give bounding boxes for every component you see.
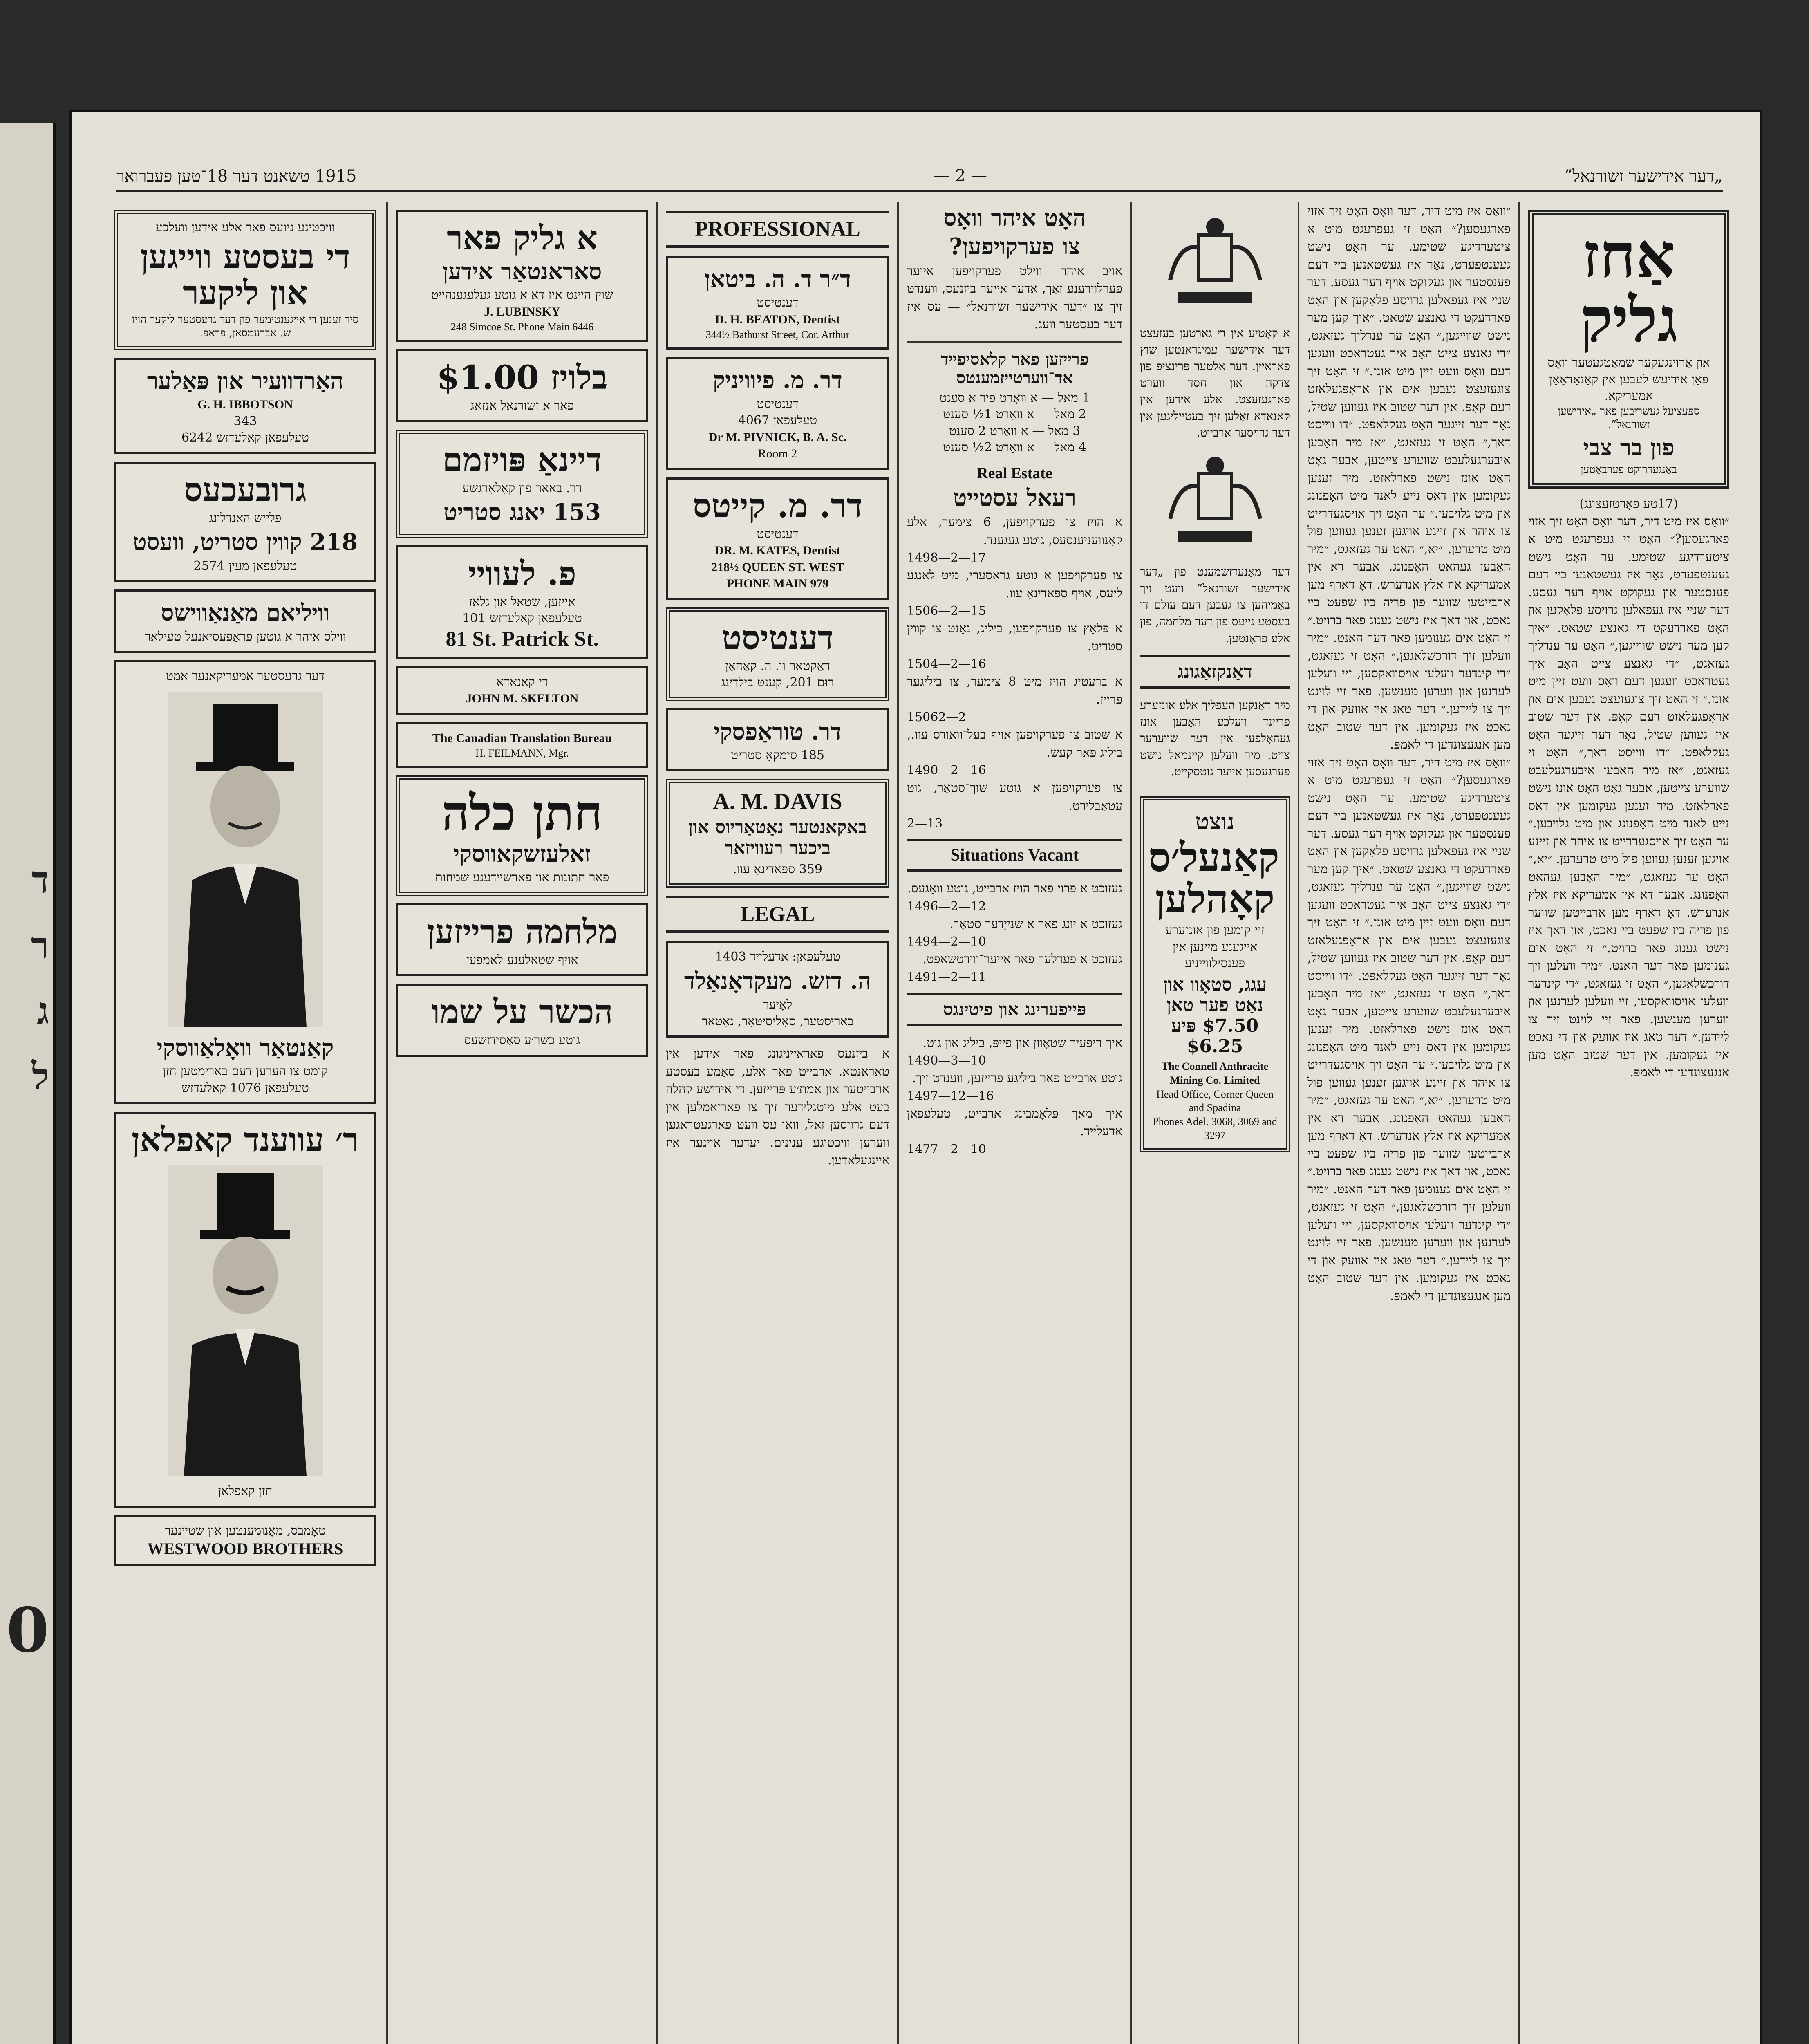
- ad-caption: חזן קאפלאן: [218, 1484, 273, 1499]
- classified-ad-ref: 15062—2: [907, 710, 966, 725]
- announcement-text: א קאָטיע אין די גארטען בעזעצט דער אידישער עמיגראנטען שוץ פאראיין. דער אלטער פּרינציפּ פון צדקה און חסד ווערט פארגעזעצט. אלע אידען אין קאנאדא זאָלען זיך בעטייליגען אין דער גרויסער ארבייט.: [1140, 326, 1290, 439]
- classified-ad-ref: 1496—2—12: [907, 899, 986, 914]
- column-story-continued: [1302, 202, 1516, 2044]
- ad-title: WESTWOOD BROTHERS: [147, 1540, 343, 1558]
- classified-ad-text: א הויז צו פערקויפען, 6 צימער, אלע קאָנוועניענסעס, גוטע געגענד.: [907, 515, 1123, 547]
- classified-ad-text: צו פערקויפען א גוטע שוך־סטאָר, גוט עטאַבלירט.: [907, 781, 1122, 813]
- story-copyright: באַנגעדרוקט פערבאָטען: [1581, 464, 1677, 476]
- story-title: אַחז גליק: [1580, 220, 1678, 356]
- westwood-ad: [114, 1515, 376, 1567]
- rate-line: 3 מאל — א וואָרט 2 סענט: [949, 424, 1081, 438]
- rate-line: 2 מאל — א וואָרט 1½ סענט: [943, 407, 1086, 422]
- masthead-page-number: — 2 —: [934, 166, 987, 185]
- classified-ad-text: א ברעטיג הויז מיט 8 צימער, צו ביליגער פרייז.: [907, 675, 1122, 707]
- column-story: [1522, 202, 1735, 2044]
- ad-body: טאָמבס, מאָנומענטען און שטיינער: [165, 1523, 326, 1538]
- classified-ad-text: געזוכט א פרוי פאר הויז ארבייט, גוטע וואַגעס.: [907, 881, 1122, 896]
- ad-title: דר. טוראַפסקי: [714, 718, 842, 745]
- classified-ad-text: א פּלאַץ צו פערקויפען, ביליג, נאָנט צו קווין סטריט.: [907, 621, 1122, 654]
- ad-name: Dr M. PIVNICK, B. A. Sc.: [708, 430, 847, 444]
- butcher-ad: [114, 462, 376, 582]
- column-rule: [897, 202, 899, 2044]
- ad-title: ר׳ עווענד קאפלאן: [131, 1121, 359, 1159]
- ad-name: J. LUBINSKY: [484, 305, 560, 318]
- ad-subtitle: די קאנאדא: [496, 675, 548, 689]
- war-prices-ad: [396, 903, 648, 977]
- ad-address: רוּם 201, קענט בילדינג: [721, 675, 834, 690]
- ad-body: שוין היינט איז דא א גוטע געלעגענהייט: [431, 288, 613, 303]
- ad-phone: טעלעפאן קאלעדזש 101: [462, 611, 582, 626]
- rate-line: 1 מאל — א וואָרט פיר אַ סענט: [939, 390, 1090, 405]
- ad-body: באַריסטער, סאָליסיטאָר, נאָטאַר: [701, 1014, 854, 1029]
- legal-heading: LEGAL: [666, 896, 889, 933]
- ad-title: וויליאם מאַנאַווישס: [161, 599, 330, 627]
- situations-heading: Situations Vacant: [907, 839, 1122, 872]
- column-professional: [660, 202, 895, 2044]
- ad-title: הכשר על שמו: [431, 993, 613, 1031]
- ad-subtitle: לאָיער: [763, 997, 793, 1012]
- bakery-ad: [396, 430, 648, 538]
- beaton-ad: [666, 256, 889, 350]
- masthead-line: [116, 161, 1723, 192]
- column-rule: [1130, 202, 1132, 2044]
- story-author-line: ספּעציעל געשריבען פאר „אידישען זשורנאל”.: [1558, 405, 1700, 431]
- edge-fragment: ד: [31, 858, 49, 902]
- ad-phone: Phones Adel. 3068, 3069 and 3297: [1153, 1116, 1277, 1141]
- davis-ad: [666, 779, 889, 888]
- ad-title: קאַנטאַר וואָלאַווסקי: [157, 1034, 334, 1061]
- ad-address: 218½ QUEEN ST. WEST: [711, 560, 844, 574]
- ad-address: 344½ Bathurst Street, Cor. Arthur: [705, 329, 850, 341]
- classified-subheading: צו פערקויפען?: [949, 233, 1081, 260]
- levi-ad: [396, 545, 648, 659]
- kahan-dentist-ad: [666, 607, 889, 701]
- ad-body: פאר חתונות און פארשיידענע שמחות: [435, 870, 609, 885]
- thanks-text: מיר דאַנקען העפליך אלע אונזערע פריינד וועלכע האָבען אונז געהאָלפען אין דער שווערער צייט. מיר וועלען קיינמאל נישט פערגעסען אייער גוטסקייט.: [1140, 698, 1290, 778]
- ad-body: באקאנטער נאָטאַריוס און ביכער רעוויזאר: [688, 817, 867, 859]
- story-chapter: (17טע פאָרטזעצונג): [1579, 497, 1678, 511]
- ad-title: JOHN M. SKELTON: [466, 692, 579, 706]
- masthead-right: „דער אידישער זשורנאל”: [1564, 166, 1723, 186]
- edge-fragment: ר: [31, 924, 49, 967]
- ad-subtitle: דענטיסט: [757, 397, 799, 411]
- liquor-ad: [114, 210, 376, 350]
- ad-body: גוטע כשר׳ע סאַסידזשעס: [464, 1033, 580, 1048]
- ad-address: 81 St. Patrick St.: [446, 627, 599, 651]
- skelton-ad: [396, 666, 648, 715]
- ad-body: סיר זענען די אייגענטימער פון דער גרעסטער ליקער הויז: [132, 313, 359, 326]
- rate-line: 4 מאל — א וואָרט 2½ סענט: [943, 440, 1086, 455]
- story-body: ״וואָס איז מיט דיר, דער וואָס האָט זיך אזוי פארגעסען?״ האָט זי געפרעגט מיט א ציטערדיגע שטימע. ער האָט נישט געענטפערט, נאָר איז געשטאנען ביי דעם פענסטער און געקוקט אויף דער געסע. דער שניי איז געפאלען גרויסע פלאָקען און האָט פארדעקט די גאנצע שטאט. ״איך קען מער נישט שווייגען,״ האָט ער ענדליך געזאגט, ״די גאנצע צייט האָב איך געטראכט וועגען דעם וואָס וועט זיין מיט אונז.״ זי האָט זיך צוגעזעצט נעבען אים און אראָפּגעלאזט דעם קאָפּ. אין דער שטוב איז געווען שטיל, נאָר דער זייגער האָט געקלאפּט. ״דו ווייסט דאך,״ האָט זי געזאגט, ״אז מיר האָבען איבערגעלעבט שווערע צייטען, אבער גאָט האָט אונז נישט פארלאזט. מיר זענען געקומען אין דאס נייע לאנד מיט האָפנונג און מיט גלויבען.״ ער האָט זיך אויסגעדרייט צו איהר און זיינע אויגען זענען געווען פול מיט טרערען. ״יא,״ האָט ער געזאגט, ״מיר האָבען געהאט האָפנונג. אבער דא אין אמעריקא איז אלץ אנדערש. דאָ דארף מען ארבייטען שווער פון פריה ביז שפעט ביי נאכט, און דאך איז נישט גענוג פאר ברויט.״ זי האָט אים גענומען פאר דער האנט. ״מיר וועלען זיך דורכשלאגען,״ האָט זי געזאגט, ״די קינדער וועלען אויסוואקסען, זיי וועלען לערנען און ווערען מענשען. פאר זיי לוינט זיך צו ליידען.״ דער טאג איז אוועק און די נאכט איז געקומען. אין דער שטוב האָט מען אנגעצונדען די לאמפּ.: [1528, 514, 1729, 1080]
- royal-coat-of-arms-icon: [1154, 211, 1276, 317]
- ad-title: קאַנעל׳ס קאָהלען: [1148, 834, 1279, 922]
- ad-title: The Canadian Translation Bureau: [432, 731, 612, 745]
- classified-ad-ref: 1494—2—10: [907, 935, 986, 949]
- pivnick-ad: [666, 357, 889, 470]
- column-rule: [386, 202, 388, 2044]
- rates-heading: פרייזען פאר קלאסיפייד אד־ווערטייזמענטס: [940, 349, 1089, 388]
- ad-phone: טעלעפאן מעין 2574: [193, 558, 297, 573]
- ad-kicker: דער גרעסטער אמעריקאנער אמט: [166, 669, 325, 684]
- classified-ad-ref: 1498—2—17: [907, 551, 986, 565]
- ad-title: A. M. DAVIS: [713, 789, 842, 815]
- classified-ad-text: געזוכט א יונג פאר א שנייַדער סטאָר.: [949, 917, 1122, 931]
- cantor2-portrait: [168, 1165, 323, 1476]
- ad-subtitle: דר. באַאר פון קאָלאָרגשע: [462, 481, 582, 495]
- ad-body: קומט צו הערען דעם באַרימטען חזן: [163, 1064, 328, 1079]
- classified-ad-ref: 1497—12—16: [907, 1089, 994, 1103]
- ad-address: 218 קווין סטריט, וועסט: [132, 529, 358, 556]
- ad-title: חתן כלה: [441, 784, 603, 841]
- ad-name: DR. M. KATES, Dentist: [714, 544, 841, 558]
- ad-address: 185 סימקאָ סטריט: [730, 748, 825, 762]
- edge-fragment: ל: [31, 1055, 49, 1098]
- ad-body: ווילס איהר א גוטען פראַפעסיאנעל טעילאר: [144, 629, 346, 644]
- cantor2-ad: [114, 1112, 376, 1508]
- ad-title: בלויז $1.00: [437, 358, 608, 397]
- translation-ad: [396, 722, 648, 768]
- real-estate-heading-en: Real Estate: [977, 464, 1052, 482]
- ad-phone: טעלעפאן קאלעדזש 6242: [181, 430, 309, 445]
- column-rule: [656, 202, 658, 2044]
- classified-ad-text: געזוכט א פעדלער פאר אייער־ווירטשאַפט.: [922, 952, 1122, 967]
- ad-name: G. H. IBBOTSON: [197, 398, 293, 412]
- ad-title: ה. דזש. מעקדאָנאַלד: [684, 967, 871, 995]
- macdonald-ad: [666, 941, 889, 1038]
- ad-body: זיי קומען פון אונזערע אייגענע מיינען אין פּענסילווייניע: [1165, 923, 1265, 971]
- ad-title: דר. מ. קייטס: [692, 486, 863, 525]
- classified-heading: האָט איהר וואָס: [943, 204, 1086, 231]
- classified-ad-text: איך מאך פּלאָמבינג ארבייט, טעלעפאן אדעלייד.: [907, 1106, 1122, 1139]
- column-announcements: [1134, 202, 1296, 2044]
- story-author: פון בר צבי: [1583, 434, 1675, 462]
- ad-subtitle: דענטיסט: [757, 527, 799, 541]
- column-ads-left: [108, 202, 382, 2044]
- price-ad: [396, 349, 648, 422]
- story-body-continued: ״וואָס איז מיט דיר, דער וואָס האָט זיך אזוי פארגעסען?״ האָט זי געפרעגט מיט א ציטערדיגע שטימע. ער האָט נישט געענטפערט, נאָר איז געשטאנען ביי דעם פענסטער און געקוקט אויף דער געסע. דער שניי איז געפאלען גרויסע פלאָקען און האָט פארדעקט די גאנצע שטאט. ״איך קען מער נישט שווייגען,״ האָט ער ענדליך געזאגט, ״די גאנצע צייט האָב איך געטראכט וועגען דעם וואָס וועט זיין מיט אונז.״ זי האָט זיך צוגעזעצט נעבען אים און אראָפּגעלאזט דעם קאָפּ. אין דער שטוב איז געווען שטיל, נאָר דער זייגער האָט געקלאפּט. ״דו ווייסט דאך,״ האָט זי געזאגט, ״אז מיר האָבען איבערגעלעבט שווערע צייטען, אבער גאָט האָט אונז נישט פארלאזט. מיר זענען געקומען אין דאס נייע לאנד מיט האָפנונג און מיט גלויבען.״ ער האָט זיך אויסגעדרייט צו איהר און זיינע אויגען זענען געווען פול מיט טרערען. ״יא,״ האָט ער געזאגט, ״מיר האָבען געהאט האָפנונג. אבער דא אין אמעריקא איז אלץ אנדערש. דאָ דארף מען ארבייטען שווער פון פריה ביז שפעט ביי נאכט, און דאך איז נישט גענוג פאר ברויט.״ זי האָט אים גענומען פאר דער האנט. ״מיר וועלען זיך דורכשלאגען,״ האָט זי געזאגט, ״די קינדער וועלען אויסוואקסען, זיי וועלען לערנען און ווערען מענשען. פאר זיי לוינט זיך צו ליידען.״ דער טאג איז אוועק און די נאכט איז געקומען. אין דער שטוב האָט מען אנגעצונדען די לאמפּ.: [1307, 755, 1511, 1303]
- story-body-continued: ״וואָס איז מיט דיר, דער וואָס האָט זיך אזוי פארגעסען?״ האָט זי געפרעגט מיט א ציטערדיגע שטימע. ער האָט נישט געענטפערט, נאָר איז געשטאנען ביי דעם פענסטער און געקוקט אויף דער געסע. דער שניי איז געפאלען גרויסע פלאָקען און האָט פארדעקט די גאנצע שטאט. ״איך קען מער נישט שווייגען,״ האָט ער ענדליך געזאגט, ״די גאנצע צייט האָב איך געטראכט וועגען דעם וואָס וועט זיין מיט אונז.״ זי האָט זיך צוגעזעצט נעבען אים און אראָפּגעלאזט דעם קאָפּ. אין דער שטוב איז געווען שטיל, נאָר דער זייגער האָט געקלאפּט. ״דו ווייסט דאך,״ האָט זי געזאגט, ״אז מיר האָבען איבערגעלעבט שווערע צייטען, אבער גאָט האָט אונז נישט פארלאזט. מיר זענען געקומען אין דאס נייע לאנד מיט האָפנונג און מיט גלויבען.״ ער האָט זיך אויסגעדרייט צו איהר און זיינע אויגען זענען געווען פול מיט טרערען. ״יא,״ האָט ער געזאגט, ״מיר האָבען געהאט האָפנונג. אבער דא אין אמעריקא איז אלץ אנדערש. דאָ דארף מען ארבייטען שווער פון פריה ביז שפעט ביי נאכט, און דאך איז נישט גענוג פאר ברויט.״ זי האָט אים גענומען פאר דער האנט. ״מיר וועלען זיך דורכשלאגען,״ האָט זי געזאגט, ״די קינדער וועלען אויסוואקסען, זיי וועלען לערנען און ווערען מענשען. פאר זיי לוינט זיך צו ליידען.״ דער טאג איז אוועק און די נאכט איז געקומען. אין דער שטוב האָט מען אנגעצונדען די לאמפּ.: [1307, 204, 1511, 752]
- kates-ad: [666, 477, 889, 600]
- classified-ad-ref: 1490—2—16: [907, 763, 986, 778]
- story-subtitle: און אַרוינגעקער שמאַטגעטער וואָס פאָן אידיעש לעבען אין קאַנאַדאַאַן אמעריקא.: [1547, 356, 1710, 403]
- ad-title: דר. מ. פיוויניק: [713, 367, 842, 394]
- thanks-heading: דאַנקזאַגונג: [1140, 655, 1290, 689]
- newspaper-page: [69, 110, 1762, 2044]
- ad-subtitle: דאַקטאר וו. ה. קאַהאַן: [725, 659, 830, 673]
- column-rule: [1298, 202, 1299, 2044]
- ad-subtitle: דענטיסט: [757, 296, 799, 310]
- classified-ad-ref: 1504—2—16: [907, 657, 986, 672]
- ad-title: די בעסטע ווייגען און ליקער: [140, 237, 350, 312]
- ad-address: Head Office, Corner Queen and Spadina: [1156, 1088, 1274, 1114]
- classified-ad-text: גוטע ארבייט פאר ביליגע פרייזען, ווענדט זיך.: [912, 1071, 1122, 1086]
- ad-title: גרובעכעס: [184, 470, 307, 509]
- ad-kicker: נוצט: [1195, 808, 1235, 836]
- ad-title: האַרדוועיר און פּאַלער: [147, 368, 344, 395]
- portrait-mustache-man: [168, 1165, 323, 1476]
- hardware-ad: [114, 358, 376, 454]
- column-rule: [1518, 202, 1520, 2044]
- lubinsky-ad: [396, 210, 648, 342]
- ad-body: אויף שטאלענע לאמפען: [466, 953, 578, 967]
- ad-phone: PHONE MAIN 979: [726, 577, 829, 591]
- edge-fragment: ג: [37, 989, 49, 1033]
- ad-title: פ. לעוויי: [468, 554, 576, 593]
- classified-ad-text: איך ריפּעיר שטאָוון און פייפּ, ביליג און גוט.: [922, 1035, 1122, 1050]
- ad-signature: ש. אברעמסאן, פראפ.: [199, 327, 291, 340]
- divider: [907, 341, 1122, 343]
- royal-coat-of-arms-icon: [1154, 449, 1276, 556]
- ad-address: 248 Simcoe St. Phone Main 6446: [450, 321, 594, 333]
- ad-body: פאר א זשורנאל אנזאג: [470, 399, 574, 413]
- turafski-ad: [666, 708, 889, 772]
- ad-title: א גליק פאר: [447, 219, 598, 257]
- classified-ad-ref: 1491—2—11: [907, 970, 986, 984]
- ad-subtitle: זאלעזשקאווסקי: [453, 840, 591, 867]
- ad-title: דיינאַ פּויזמם: [442, 440, 602, 479]
- ad-phone: טעלעפאן: אדעלייד 1403: [715, 950, 840, 964]
- story-title-box: [1528, 210, 1729, 489]
- classified-intro: אויב איהר ווילט פערקויפען אייער פערלוירענע זאַך, אדער אייער ביזנעס, ווענדט זיך צו ״דער אידישער זשורנאל״ — עס איז דער בעסטער וועג.: [907, 264, 1122, 332]
- classified-ad-text: צו פערקויפען א גוטע גראָסערי, מיט לאַנגע ליעס, אויף ספּאַדינאַ עוו.: [907, 568, 1122, 601]
- cantor-portrait: [168, 692, 323, 1027]
- portrait-top-hat-man: [168, 692, 323, 1027]
- coal-ad: [1140, 796, 1290, 1152]
- ad-title: מלחמה פרייזען: [427, 912, 618, 951]
- real-estate-heading: רעאל עסטייט: [953, 484, 1077, 511]
- plumbing-heading: פּייפערינג און פיטינגס: [907, 993, 1122, 1026]
- classified-ad-ref: 2—13: [907, 816, 943, 831]
- classified-ad-ref: 1477—2—10: [907, 1142, 986, 1156]
- ad-phone: טעלעפאן 4067: [738, 413, 817, 428]
- ad-subtitle: פלייש האנדלונג: [209, 511, 282, 525]
- legal-body-text: א ביזנעס פאראייניגונג פאר אידען אין טאראנטא. ארבייט פאר אלע, סאַמע בעסטע ארבייטער און אמת׳ע פּרייזען. די אידישע קהלה בעט אלע מיטגלידער זיך צו פארזאמלען אין דעם גרויסען זאל, וואו עס וועט פארגעטראגען ווערען וויכטיגע ענינים. יעדער איינער איז איינגעלאדען.: [666, 1047, 889, 1168]
- ad-title: ד״ר ד. ה. ביטאן: [704, 266, 851, 293]
- previous-page-edge: [0, 123, 56, 2044]
- ad-room: Room 2: [758, 447, 797, 461]
- wedding-ad: [396, 775, 648, 896]
- ad-name: D. H. BEATON, Dentist: [715, 312, 840, 326]
- ad-title: דענטיסט: [722, 618, 833, 657]
- ad-subtitle: אייזען, שטאל און גלאז: [469, 594, 575, 609]
- ad-prices: עגג, סטאָוו און נאַט פער טאן $7.50 פּיע $6.25: [1163, 974, 1267, 1057]
- edge-fragment: 0: [6, 1594, 49, 1666]
- column-classifieds: [901, 202, 1128, 2044]
- masthead-date: 1915 טשאנט דער 18־טען פעברואר: [116, 166, 357, 186]
- classified-ad-ref: 1506—2—15: [907, 604, 986, 619]
- cantor-ad: [114, 660, 376, 1104]
- classified-ad-ref: 1490—3—10: [907, 1053, 986, 1068]
- classified-ad-text: א שטוב צו פערקויפען אויף בעל־וואודס עוו., ביליג פאר קעש.: [907, 728, 1122, 760]
- kosher-ad: [396, 984, 648, 1057]
- ad-address: 153 יאנג סטריט: [443, 499, 601, 526]
- ad-phone: טעלעפאן 1076 קאלעדזש: [181, 1080, 309, 1095]
- column-ads-second: [390, 202, 654, 2044]
- announcement-text: דער מאַנעדזשמענט פון „דער אידישער זשורנאל” וועט זיך באַמיהען צו געבען דעם עולם די בעסטע נייעס פון דער מלחמה, פון אלע פראָנטען.: [1140, 565, 1290, 645]
- ad-number: 343: [233, 414, 257, 428]
- ad-address: 359 ספּאַדינאַ עוו.: [732, 862, 823, 876]
- ad-subtitle: סאראנטאַר אידען: [442, 258, 602, 285]
- ad-company: The Connell Anthracite Mining Co. Limited: [1161, 1060, 1269, 1086]
- tailor-ad: [114, 589, 376, 653]
- professional-heading: PROFESSIONAL: [666, 211, 889, 248]
- ad-kicker: וויכטיגע ניועס פאר אלע אידען וועלכע: [155, 220, 335, 235]
- ad-body: H. FEILMANN, Mgr.: [475, 747, 569, 760]
